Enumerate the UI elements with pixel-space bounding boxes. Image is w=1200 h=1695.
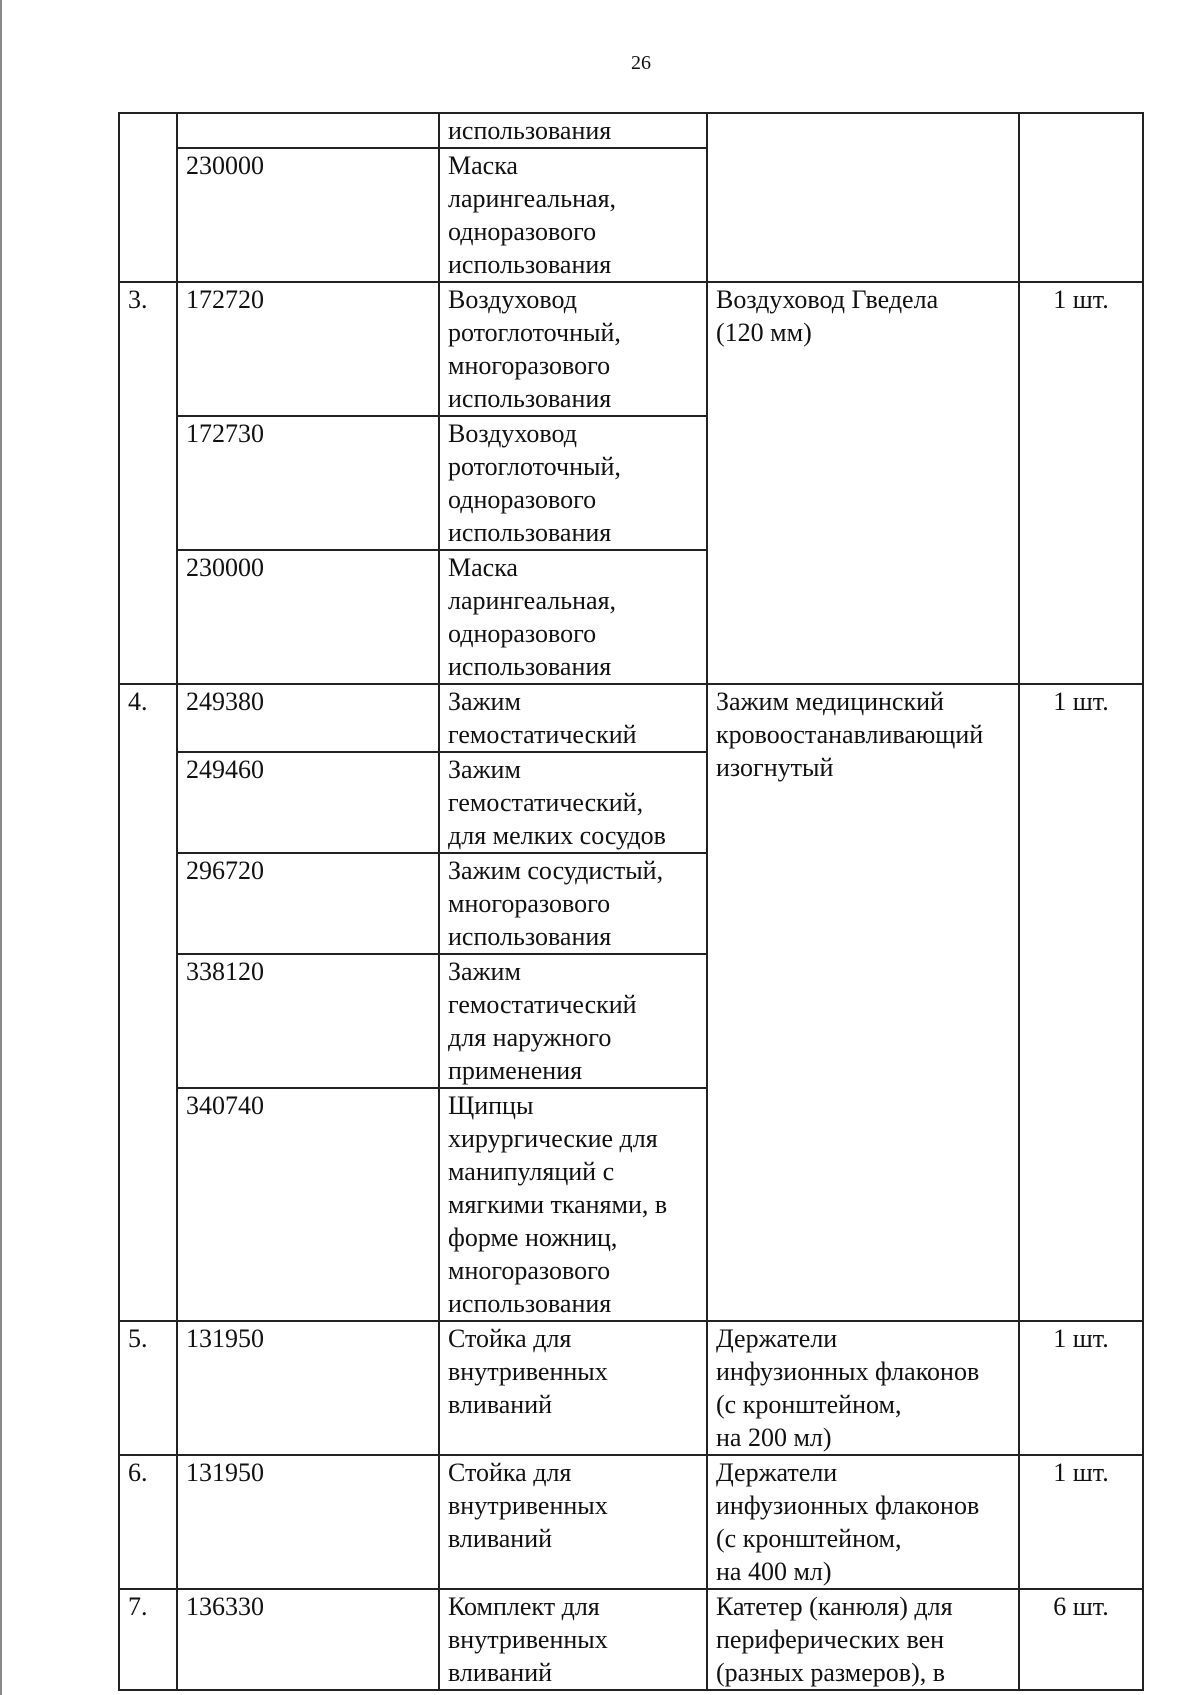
equipment-name-line: (с кронштейном, bbox=[716, 1524, 902, 1553]
product-name bbox=[439, 853, 707, 954]
nomenclature-code: 340740 bbox=[177, 1088, 439, 1321]
product-name-line: Маска bbox=[448, 553, 518, 582]
product-name-line: Щипцы bbox=[448, 1091, 534, 1120]
product-name-line: Зажим bbox=[448, 957, 521, 986]
equipment-name-line: на 400 мл) bbox=[716, 1557, 832, 1586]
equipment-name-line: инфузионных флаконов bbox=[716, 1491, 980, 1520]
product-name-line: Комплект для bbox=[448, 1592, 600, 1621]
page-edge bbox=[0, 0, 2, 1695]
equipment-name-line: (разных размеров), в bbox=[716, 1658, 945, 1687]
product-name bbox=[439, 1455, 707, 1589]
equipment-name-line: (с кронштейном, bbox=[716, 1390, 902, 1419]
product-name-line: использования bbox=[448, 384, 612, 413]
quantity: 1 шт. bbox=[1019, 684, 1143, 1321]
product-name-line: вливаний bbox=[448, 1390, 553, 1419]
equipment-name bbox=[707, 113, 1019, 282]
product-name-line: использования bbox=[448, 250, 612, 279]
table-row bbox=[119, 684, 1143, 752]
product-name-line: Воздуховод bbox=[448, 419, 577, 448]
product-name-line: внутривенных bbox=[448, 1357, 608, 1386]
quantity: 1 шт. bbox=[1019, 1321, 1143, 1455]
equipment-name-line: Держатели bbox=[716, 1458, 838, 1487]
product-name-line: одноразового bbox=[448, 619, 597, 648]
product-name-line: гемостатический bbox=[448, 720, 637, 749]
nomenclature-code: 338120 bbox=[177, 954, 439, 1088]
product-name bbox=[439, 148, 707, 282]
equipment-name bbox=[707, 282, 1019, 684]
equipment-name-line: кровоостанавливающий bbox=[716, 720, 984, 749]
product-name-line: Зажим bbox=[448, 755, 521, 784]
product-name-line: ларингеальная, bbox=[448, 184, 617, 213]
product-name-line: одноразового bbox=[448, 217, 597, 246]
product-name bbox=[439, 113, 707, 148]
product-name-line: Стойка для bbox=[448, 1324, 572, 1353]
product-name-line: использования bbox=[448, 116, 612, 145]
product-name-line: использования bbox=[448, 518, 612, 547]
row-number: 3. bbox=[119, 282, 177, 684]
product-name-line: для мелких сосудов bbox=[448, 821, 666, 850]
row-number: 4. bbox=[119, 684, 177, 1321]
product-name-line: Стойка для bbox=[448, 1458, 572, 1487]
product-name-line: внутривенных bbox=[448, 1625, 608, 1654]
nomenclature-code: 131950 bbox=[177, 1455, 439, 1589]
nomenclature-code: 230000 bbox=[177, 550, 439, 684]
quantity: 6 шт. bbox=[1019, 1589, 1143, 1690]
nomenclature-code: 136330 bbox=[177, 1589, 439, 1690]
table-row bbox=[119, 1455, 1143, 1589]
equipment-name bbox=[707, 1589, 1019, 1690]
equipment-name bbox=[707, 684, 1019, 1321]
product-name-line: внутривенных bbox=[448, 1491, 608, 1520]
nomenclature-code: 249460 bbox=[177, 752, 439, 853]
table-row bbox=[119, 1589, 1143, 1690]
table-row bbox=[119, 113, 1143, 148]
product-name-line: многоразового bbox=[448, 889, 611, 918]
product-name-line: ротоглоточный, bbox=[448, 452, 621, 481]
equipment-name-line: изогнутый bbox=[716, 753, 834, 782]
page-number: 26 bbox=[631, 52, 651, 74]
equipment-name-line: (120 мм) bbox=[716, 318, 812, 347]
product-name bbox=[439, 752, 707, 853]
product-name bbox=[439, 282, 707, 416]
product-name-line: Маска bbox=[448, 151, 518, 180]
row-number: 6. bbox=[119, 1455, 177, 1589]
product-name bbox=[439, 416, 707, 550]
nomenclature-code bbox=[177, 113, 439, 148]
product-name-line: гемостатический bbox=[448, 990, 637, 1019]
equipment-name-line: инфузионных флаконов bbox=[716, 1357, 980, 1386]
equipment-name-line: на 200 мл) bbox=[716, 1423, 832, 1452]
product-name-line: многоразового bbox=[448, 351, 611, 380]
product-name-line: использования bbox=[448, 1289, 612, 1318]
equipment-name bbox=[707, 1455, 1019, 1589]
nomenclature-code: 249380 bbox=[177, 684, 439, 752]
product-name-line: ротоглоточный, bbox=[448, 318, 621, 347]
product-name bbox=[439, 1321, 707, 1455]
nomenclature-code: 230000 bbox=[177, 148, 439, 282]
product-name-line: многоразового bbox=[448, 1256, 611, 1285]
product-name-line: форме ножниц, bbox=[448, 1223, 618, 1252]
equipment-name-line: Воздуховод Гведела bbox=[716, 285, 939, 314]
product-name bbox=[439, 1088, 707, 1321]
quantity: 1 шт. bbox=[1019, 1455, 1143, 1589]
row-number: 7. bbox=[119, 1589, 177, 1690]
table-row bbox=[119, 282, 1143, 416]
product-name-line: вливаний bbox=[448, 1658, 553, 1687]
nomenclature-code: 172720 bbox=[177, 282, 439, 416]
row-number bbox=[119, 113, 177, 282]
nomenclature-code: 172730 bbox=[177, 416, 439, 550]
equipment-name-line: периферических вен bbox=[716, 1625, 945, 1654]
table-row bbox=[119, 1321, 1143, 1455]
nomenclature-code: 131950 bbox=[177, 1321, 439, 1455]
equipment-name bbox=[707, 1321, 1019, 1455]
equipment-name-line: Зажим медицинский bbox=[716, 687, 944, 716]
product-name-line: манипуляций с bbox=[448, 1157, 615, 1186]
product-name-line: использования bbox=[448, 652, 612, 681]
product-name-line: применения bbox=[448, 1056, 583, 1085]
equipment-name-line: Катетер (канюля) для bbox=[716, 1592, 953, 1621]
product-name-line: для наружного bbox=[448, 1023, 612, 1052]
product-name-line: ларингеальная, bbox=[448, 586, 617, 615]
product-name-line: мягкими тканями, в bbox=[448, 1190, 668, 1219]
product-name-line: одноразового bbox=[448, 485, 597, 514]
product-name-line: использования bbox=[448, 922, 612, 951]
quantity: 1 шт. bbox=[1019, 282, 1143, 684]
product-name-line: Зажим bbox=[448, 687, 521, 716]
product-name bbox=[439, 1589, 707, 1690]
product-name bbox=[439, 550, 707, 684]
quantity bbox=[1019, 113, 1143, 282]
product-name-line: вливаний bbox=[448, 1524, 553, 1553]
equipment-table bbox=[118, 112, 1144, 1691]
row-number: 5. bbox=[119, 1321, 177, 1455]
product-name-line: хирургические для bbox=[448, 1124, 658, 1153]
equipment-name-line: Держатели bbox=[716, 1324, 838, 1353]
product-name bbox=[439, 954, 707, 1088]
product-name bbox=[439, 684, 707, 752]
product-name-line: Зажим сосудистый, bbox=[448, 856, 664, 885]
nomenclature-code: 296720 bbox=[177, 853, 439, 954]
product-name-line: гемостатический, bbox=[448, 788, 644, 817]
product-name-line: Воздуховод bbox=[448, 285, 577, 314]
